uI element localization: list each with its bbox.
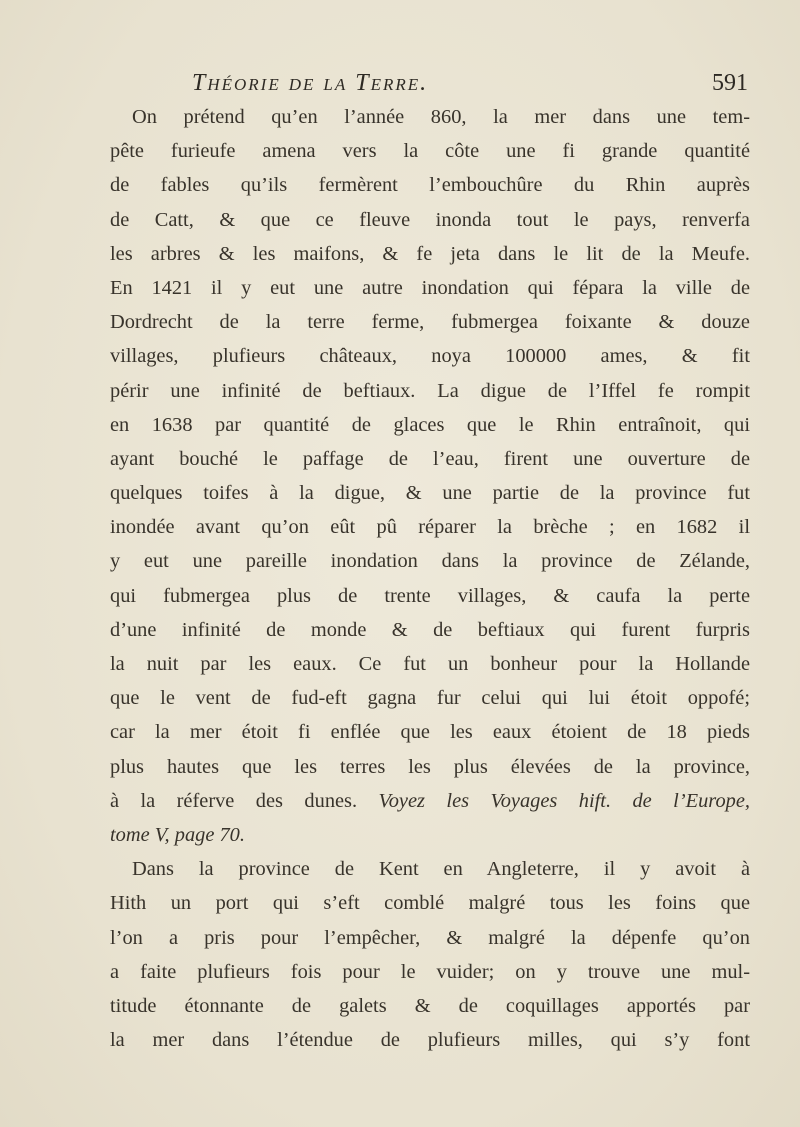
text-line: ayant bouché le paffage de l’eau, firent une ouverture de — [110, 447, 750, 470]
text-line: en 1638 par quantité de glaces que le Rhin entraînoit, qui — [110, 413, 750, 436]
text-line: titude étonnante de galets & de coquillages apportés par — [110, 994, 750, 1017]
citation-reference: Voyez les Voyages hift. de l’Europe, — [378, 789, 750, 812]
text-line: la nuit par les eaux. Ce fut un bonheur pour la Hollande — [110, 653, 750, 675]
text-line: En 1421 il y eut une autre inondation qui fépara la ville de — [110, 276, 750, 299]
text-line: Hith un port qui s’eft comblé malgré tous les foins que — [110, 892, 750, 915]
text-line: la mer dans l’étendue de plufieurs milles, qui s’y font — [110, 1029, 750, 1052]
text-line: d’une infinité de monde & de beftiaux qui furent furpris — [110, 618, 750, 641]
page-number: 591 — [712, 70, 748, 96]
citation-reference-continued: tome V, page 70. — [110, 823, 245, 846]
text-line: a faite plufieurs fois pour le vuider; on y trouve une mul- — [110, 960, 750, 983]
text-line: plus hautes que les terres les plus élevées de la province, — [110, 755, 750, 778]
text-line: périr une infinité de beftiaux. La digue de l’Iffel fe rompit — [110, 379, 750, 402]
text-line: les arbres & les maifons, & fe jeta dans le lit de la Meufe. — [110, 242, 750, 265]
text-line: de Catt, & que ce fleuve inonda tout le pays, renverfa — [110, 208, 750, 231]
text-line: villages, plufieurs châteaux, noya 100000 ames, & fit — [110, 345, 750, 368]
text-line: qui fubmergea plus de trente villages, & caufa la perte — [110, 584, 750, 607]
text-line: de fables qu’ils fermèrent l’embouchûre du Rhin auprès — [110, 174, 750, 197]
text-segment: à la réferve des dunes. — [110, 789, 379, 812]
text-line: car la mer étoit fi enflée que les eaux étoient de 18 pieds — [110, 721, 750, 744]
text-line: inondée avant qu’on eût pû réparer la brèche ; en 1682 il — [110, 516, 750, 539]
running-title: Théorie de la Terre. — [192, 70, 429, 96]
text-line: On prétend qu’en l’année 860, la mer dans une tem- — [132, 106, 750, 128]
text-line: quelques toifes à la digue, & une partie de la province fut — [110, 482, 750, 505]
text-line-with-citation — [110, 784, 750, 818]
text-line: que le vent de fud-eft gagna fur celui qui lui étoit oppofé; — [110, 687, 750, 710]
text-line: Dans la province de Kent en Angleterre, il y avoit à — [132, 858, 750, 881]
text-line: l’on a pris pour l’empêcher, & malgré la dépenfe qu’on — [110, 926, 750, 949]
text-line: y eut une pareille inondation dans la province de Zélande, — [110, 550, 750, 573]
text-line: Dordrecht de la terre ferme, fubmergea foixante & douze — [110, 311, 750, 334]
body-text — [110, 100, 750, 1057]
text-line: pête furieufe amena vers la côte une fi grande quantité — [110, 140, 750, 163]
